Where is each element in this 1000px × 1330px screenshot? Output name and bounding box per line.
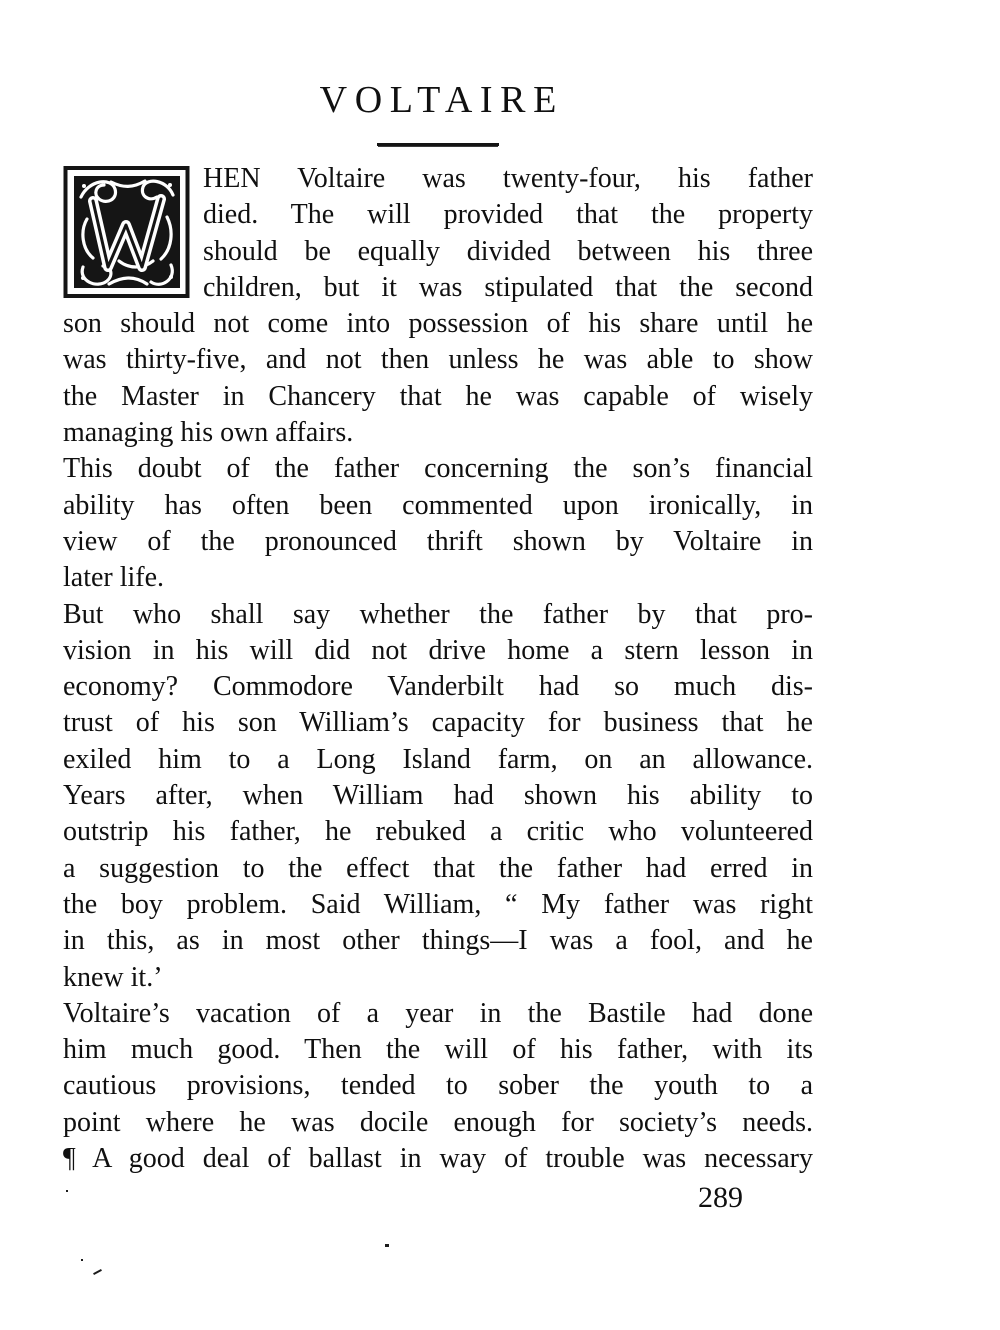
text-line: should be equally divided between his three — [203, 235, 813, 267]
text-line: knew it.’ — [63, 961, 163, 993]
text-line: the Master in Chancery that he was capable of wisely — [63, 380, 813, 412]
scan-speck — [385, 1244, 389, 1247]
scan-speck — [66, 1190, 68, 1192]
text-line: exiled him to a Long Island farm, on an allowance. — [63, 743, 813, 775]
scan-speck — [93, 1269, 102, 1275]
text-line: Voltaire’s vacation of a year in the Bastile had done — [63, 997, 813, 1029]
paragraph — [63, 451, 813, 596]
text-line: vision in his will did not drive home a stern lesson in — [63, 634, 813, 666]
text-line: This doubt of the father concerning the son’s financial — [63, 453, 813, 485]
text-line: son should not come into possession of his share until he — [63, 308, 813, 340]
text-line: view of the pronounced thrift shown by Voltaire in — [63, 525, 813, 557]
text-line: died. The will provided that the property — [203, 199, 813, 231]
text-line: outstrip his father, he rebuked a critic who volunteered — [63, 816, 813, 848]
scan-speck — [81, 1259, 83, 1261]
drop-cap-ornament — [63, 165, 191, 299]
text-line: ability has often been commented upon ironically, in — [63, 489, 813, 521]
text-line: a suggestion to the effect that the father had erred in — [63, 852, 813, 884]
text-line: in this, as in most other things—I was a fool, and he — [63, 925, 813, 957]
text-line: trust of his son William’s capacity for business that he — [63, 707, 813, 739]
title-rule — [377, 143, 499, 146]
paragraph — [63, 996, 813, 1177]
text-line: later life. — [63, 562, 165, 594]
text-line: But who shall say whether the father by that pro- — [63, 598, 813, 630]
text-line: economy? Commodore Vanderbilt had so much dis- — [63, 671, 813, 703]
text-line: the boy problem. Said William, “ My father was right — [63, 888, 813, 920]
body-text — [63, 161, 813, 1177]
text-line: point where he was docile enough for society’s needs. — [63, 1106, 813, 1138]
page-title: VOLTAIRE — [319, 79, 564, 121]
text-line: ¶ A good deal of ballast in way of trouble was necessary — [63, 1143, 813, 1175]
text-line: children, but it was stipulated that the second — [203, 271, 813, 303]
drop-cap-initial-w — [63, 165, 191, 299]
text-line: managing his own affairs. — [63, 417, 354, 449]
text-line: Years after, when William had shown his ability to — [63, 780, 813, 812]
text-line: HEN Voltaire was twenty-four, his father — [203, 163, 813, 194]
text-line: cautious provisions, tended to sober the youth to a — [63, 1070, 813, 1102]
paragraph — [63, 597, 813, 996]
text-line: him much good. Then the will of his father, with its — [63, 1034, 813, 1066]
book-page — [63, 0, 813, 1215]
paragraph — [63, 161, 813, 451]
text-line: was thirty-five, and not then unless he was able to show — [63, 344, 813, 376]
page-number: 289 — [698, 1181, 743, 1215]
